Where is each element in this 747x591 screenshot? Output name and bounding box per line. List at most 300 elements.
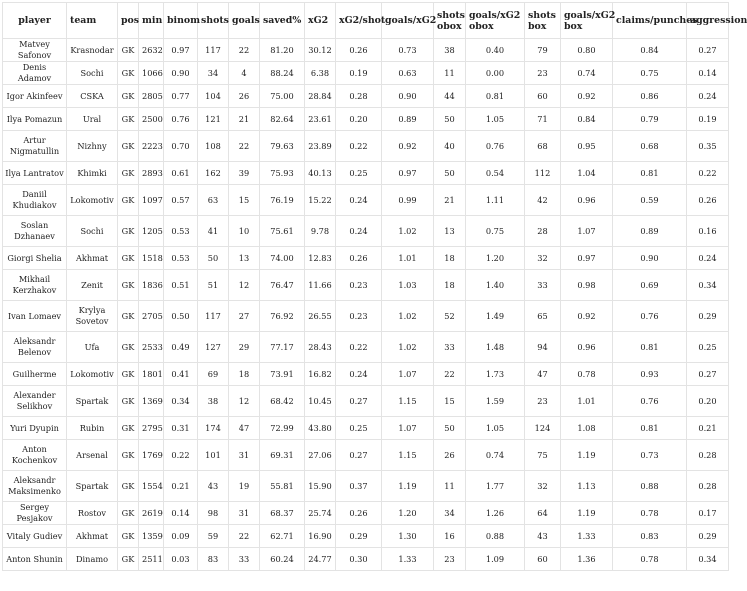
table-cell: 74.00 <box>260 247 305 270</box>
table-cell: 1.01 <box>382 247 434 270</box>
column-header-12: goals/xG2 obox <box>466 3 525 39</box>
table-cell: 0.25 <box>336 417 382 440</box>
table-cell: 1.19 <box>561 502 613 525</box>
table-cell: 0.29 <box>687 301 729 332</box>
table-cell: 1.08 <box>561 417 613 440</box>
table-cell: 0.22 <box>336 332 382 363</box>
table-cell: 1.09 <box>466 548 525 571</box>
table-cell: 1.05 <box>466 108 525 131</box>
table-cell: 28.43 <box>305 332 336 363</box>
column-header-11: shots obox <box>434 3 466 39</box>
table-cell: Krylya Sovetov <box>67 301 118 332</box>
table-cell: 10.45 <box>305 386 336 417</box>
table-cell: 2805 <box>139 85 164 108</box>
table-cell: 1769 <box>139 440 164 471</box>
table-cell: 0.27 <box>336 440 382 471</box>
table-cell: 0.80 <box>561 39 613 62</box>
table-cell: 4 <box>229 62 260 85</box>
table-cell: 2632 <box>139 39 164 62</box>
table-cell: 0.89 <box>382 108 434 131</box>
table-cell: 0.79 <box>613 108 687 131</box>
table-cell: 16 <box>434 525 466 548</box>
table-cell: 124 <box>525 417 561 440</box>
table-cell: 47 <box>229 417 260 440</box>
table-cell: 15 <box>229 185 260 216</box>
table-cell: 27.06 <box>305 440 336 471</box>
table-cell: 0.96 <box>561 332 613 363</box>
table-cell: 0.70 <box>164 131 198 162</box>
table-cell: Soslan Dzhanaev <box>3 216 67 247</box>
table-cell: 0.90 <box>613 247 687 270</box>
table-cell: 50 <box>434 108 466 131</box>
table-cell: 77.17 <box>260 332 305 363</box>
table-cell: 2511 <box>139 548 164 571</box>
table-cell: 33 <box>525 270 561 301</box>
table-cell: Ufa <box>67 332 118 363</box>
table-cell: 1.07 <box>382 363 434 386</box>
table-cell: 0.28 <box>687 471 729 502</box>
table-cell: 0.63 <box>382 62 434 85</box>
table-cell: 33 <box>229 548 260 571</box>
table-cell: Zenit <box>67 270 118 301</box>
table-cell: 2893 <box>139 162 164 185</box>
table-cell: 51 <box>198 270 229 301</box>
table-cell: 75.61 <box>260 216 305 247</box>
table-row <box>3 301 729 332</box>
table-cell: 2619 <box>139 502 164 525</box>
table-cell: 0.26 <box>336 39 382 62</box>
table-cell: 39 <box>229 162 260 185</box>
table-cell: 0.78 <box>613 548 687 571</box>
table-cell: GK <box>118 270 139 301</box>
table-cell: 0.35 <box>687 131 729 162</box>
table-cell: Sochi <box>67 62 118 85</box>
table-cell: 0.73 <box>613 440 687 471</box>
table-cell: 55.81 <box>260 471 305 502</box>
table-cell: 0.20 <box>687 386 729 417</box>
table-cell: 0.25 <box>336 162 382 185</box>
table-cell: 0.51 <box>164 270 198 301</box>
table-cell: 68 <box>525 131 561 162</box>
table-cell: 23 <box>434 548 466 571</box>
table-cell: 81.20 <box>260 39 305 62</box>
table-cell: Sochi <box>67 216 118 247</box>
table-cell: 108 <box>198 131 229 162</box>
column-header-2: pos <box>118 3 139 39</box>
table-cell: 0.59 <box>613 185 687 216</box>
table-cell: 0.34 <box>687 270 729 301</box>
table-cell: 0.26 <box>336 247 382 270</box>
table-cell: 0.26 <box>336 502 382 525</box>
table-cell: 22 <box>229 131 260 162</box>
table-cell: 6.38 <box>305 62 336 85</box>
table-row <box>3 39 729 62</box>
table-cell: 0.74 <box>466 440 525 471</box>
table-cell: Spartak <box>67 471 118 502</box>
table-cell: 0.16 <box>687 216 729 247</box>
table-cell: GK <box>118 39 139 62</box>
table-cell: 59 <box>198 525 229 548</box>
table-cell: 1.07 <box>561 216 613 247</box>
table-cell: 0.75 <box>613 62 687 85</box>
table-cell: Sergey Pesjakov <box>3 502 67 525</box>
table-cell: 0.09 <box>164 525 198 548</box>
table-cell: 18 <box>434 247 466 270</box>
table-cell: Alexander Selikhov <box>3 386 67 417</box>
table-cell: 26.55 <box>305 301 336 332</box>
table-cell: 0.69 <box>613 270 687 301</box>
table-cell: 34 <box>198 62 229 85</box>
table-cell: 0.29 <box>336 525 382 548</box>
table-cell: Ural <box>67 108 118 131</box>
table-cell: 60 <box>525 548 561 571</box>
table-cell: GK <box>118 502 139 525</box>
table-cell: 0.78 <box>613 502 687 525</box>
table-cell: 0.92 <box>561 85 613 108</box>
table-cell: 2705 <box>139 301 164 332</box>
table-cell: 23.61 <box>305 108 336 131</box>
table-cell: 117 <box>198 301 229 332</box>
table-cell: 1836 <box>139 270 164 301</box>
table-cell: 68.37 <box>260 502 305 525</box>
table-cell: 0.30 <box>336 548 382 571</box>
table-cell: 32 <box>525 247 561 270</box>
table-cell: 0.74 <box>561 62 613 85</box>
table-cell: Nizhny <box>67 131 118 162</box>
table-cell: 0.31 <box>164 417 198 440</box>
table-cell: 0.97 <box>382 162 434 185</box>
table-cell: 63 <box>198 185 229 216</box>
table-cell: 25.74 <box>305 502 336 525</box>
table-cell: 1.04 <box>561 162 613 185</box>
table-cell: Anton Shunin <box>3 548 67 571</box>
table-cell: 0.68 <box>613 131 687 162</box>
table-cell: GK <box>118 301 139 332</box>
table-cell: 11 <box>434 471 466 502</box>
table-cell: 1.77 <box>466 471 525 502</box>
table-cell: GK <box>118 108 139 131</box>
table-cell: 34 <box>434 502 466 525</box>
table-cell: 0.27 <box>687 39 729 62</box>
table-cell: 1097 <box>139 185 164 216</box>
table-cell: 68.42 <box>260 386 305 417</box>
table-cell: 0.93 <box>613 363 687 386</box>
table-row <box>3 440 729 471</box>
table-cell: 98 <box>198 502 229 525</box>
table-cell: 0.86 <box>613 85 687 108</box>
table-cell: 33 <box>434 332 466 363</box>
table-cell: Arsenal <box>67 440 118 471</box>
table-cell: 0.92 <box>382 131 434 162</box>
table-cell: 0.22 <box>687 162 729 185</box>
table-cell: Ivan Lomaev <box>3 301 67 332</box>
table-cell: 0.19 <box>336 62 382 85</box>
table-cell: 0.27 <box>336 386 382 417</box>
table-cell: 50 <box>434 417 466 440</box>
table-cell: 0.22 <box>164 440 198 471</box>
table-cell: GK <box>118 162 139 185</box>
table-cell: 43 <box>198 471 229 502</box>
table-row <box>3 247 729 270</box>
table-cell: 1.02 <box>382 216 434 247</box>
table-cell: 94 <box>525 332 561 363</box>
table-row <box>3 471 729 502</box>
table-cell: Ilya Pomazun <box>3 108 67 131</box>
table-cell: 0.89 <box>613 216 687 247</box>
table-cell: 0.53 <box>164 247 198 270</box>
table-cell: 43.80 <box>305 417 336 440</box>
table-row <box>3 270 729 301</box>
table-cell: 26 <box>434 440 466 471</box>
table-cell: GK <box>118 525 139 548</box>
table-cell: 50 <box>434 162 466 185</box>
table-cell: 76.47 <box>260 270 305 301</box>
column-header-5: shots <box>198 3 229 39</box>
table-cell: 0.88 <box>613 471 687 502</box>
table-cell: 0.76 <box>164 108 198 131</box>
table-cell: 0.84 <box>613 39 687 62</box>
table-cell: 0.40 <box>466 39 525 62</box>
table-cell: Giorgi Shelia <box>3 247 67 270</box>
table-cell: 43 <box>525 525 561 548</box>
table-cell: 0.98 <box>561 270 613 301</box>
table-cell: 0.23 <box>336 301 382 332</box>
table-cell: 31 <box>229 440 260 471</box>
table-cell: Guilherme <box>3 363 67 386</box>
column-header-15: claims/punches <box>613 3 687 39</box>
table-cell: 0.53 <box>164 216 198 247</box>
table-cell: Krasnodar <box>67 39 118 62</box>
table-cell: 82.64 <box>260 108 305 131</box>
table-row <box>3 548 729 571</box>
table-cell: 19 <box>229 471 260 502</box>
table-cell: 0.54 <box>466 162 525 185</box>
table-cell: GK <box>118 440 139 471</box>
table-cell: 0.99 <box>382 185 434 216</box>
table-cell: 1.02 <box>382 332 434 363</box>
table-cell: 0.73 <box>382 39 434 62</box>
table-cell: 1.01 <box>561 386 613 417</box>
table-cell: 15 <box>434 386 466 417</box>
table-cell: 1518 <box>139 247 164 270</box>
table-cell: 1359 <box>139 525 164 548</box>
table-cell: 0.24 <box>336 363 382 386</box>
table-cell: 18 <box>229 363 260 386</box>
table-cell: Artur Nigmatullin <box>3 131 67 162</box>
table-cell: 0.83 <box>613 525 687 548</box>
table-cell: 1.33 <box>561 525 613 548</box>
table-cell: 1369 <box>139 386 164 417</box>
table-cell: 32 <box>525 471 561 502</box>
table-cell: GK <box>118 85 139 108</box>
table-cell: 0.97 <box>164 39 198 62</box>
table-cell: 1205 <box>139 216 164 247</box>
table-cell: 0.19 <box>687 108 729 131</box>
table-cell: 69.31 <box>260 440 305 471</box>
table-cell: 1.19 <box>561 440 613 471</box>
table-body <box>3 39 729 571</box>
table-cell: 52 <box>434 301 466 332</box>
table-cell: Dinamo <box>67 548 118 571</box>
table-cell: 0.24 <box>336 185 382 216</box>
table-cell: 0.14 <box>687 62 729 85</box>
table-cell: 11.66 <box>305 270 336 301</box>
table-cell: 28 <box>525 216 561 247</box>
table-cell: 0.75 <box>466 216 525 247</box>
table-cell: 42 <box>525 185 561 216</box>
table-cell: Yuri Dyupin <box>3 417 67 440</box>
table-cell: 0.78 <box>561 363 613 386</box>
table-cell: 88.24 <box>260 62 305 85</box>
table-cell: 26 <box>229 85 260 108</box>
table-cell: Igor Akinfeev <box>3 85 67 108</box>
table-row <box>3 216 729 247</box>
table-cell: 24.77 <box>305 548 336 571</box>
table-cell: 0.24 <box>687 247 729 270</box>
table-cell: 38 <box>434 39 466 62</box>
column-header-3: min <box>139 3 164 39</box>
table-cell: GK <box>118 363 139 386</box>
table-cell: 0.34 <box>164 386 198 417</box>
table-cell: 0.34 <box>687 548 729 571</box>
table-cell: Spartak <box>67 386 118 417</box>
table-cell: 0.25 <box>687 332 729 363</box>
column-header-1: team <box>67 3 118 39</box>
table-cell: Lokomotiv <box>67 363 118 386</box>
table-cell: GK <box>118 247 139 270</box>
table-cell: 40 <box>434 131 466 162</box>
table-cell: 60.24 <box>260 548 305 571</box>
table-row <box>3 417 729 440</box>
table-cell: Vitaly Gudiev <box>3 525 67 548</box>
table-cell: 12 <box>229 270 260 301</box>
table-cell: 0.24 <box>687 85 729 108</box>
table-cell: 64 <box>525 502 561 525</box>
table-cell: 121 <box>198 108 229 131</box>
table-cell: Rubin <box>67 417 118 440</box>
table-cell: Rostov <box>67 502 118 525</box>
table-row <box>3 502 729 525</box>
table-cell: 0.81 <box>613 417 687 440</box>
table-cell: 0.84 <box>561 108 613 131</box>
table-cell: GK <box>118 332 139 363</box>
table-cell: 0.29 <box>687 525 729 548</box>
table-row <box>3 185 729 216</box>
table-cell: GK <box>118 216 139 247</box>
table-cell: Akhmat <box>67 525 118 548</box>
table-cell: Denis Adamov <box>3 62 67 85</box>
column-header-0: player <box>3 3 67 39</box>
table-cell: 23.89 <box>305 131 336 162</box>
table-cell: 0.92 <box>561 301 613 332</box>
table-cell: 174 <box>198 417 229 440</box>
table-cell: 28.84 <box>305 85 336 108</box>
table-cell: 1.02 <box>382 301 434 332</box>
table-cell: 0.24 <box>336 216 382 247</box>
column-header-9: xG2/shot <box>336 3 382 39</box>
table-cell: Aleksandr Maksimenko <box>3 471 67 502</box>
table-cell: 0.97 <box>561 247 613 270</box>
table-cell: 0.76 <box>613 386 687 417</box>
column-header-16: aggression <box>687 3 729 39</box>
table-cell: 15.22 <box>305 185 336 216</box>
table-cell: 1.20 <box>382 502 434 525</box>
table-cell: 117 <box>198 39 229 62</box>
table-cell: 0.20 <box>336 108 382 131</box>
table-cell: 31 <box>229 502 260 525</box>
table-cell: 22 <box>434 363 466 386</box>
table-cell: 0.00 <box>466 62 525 85</box>
table-cell: 76.92 <box>260 301 305 332</box>
table-cell: 0.76 <box>613 301 687 332</box>
table-cell: CSKA <box>67 85 118 108</box>
table-cell: 79.63 <box>260 131 305 162</box>
table-cell: 1.11 <box>466 185 525 216</box>
table-cell: 76.19 <box>260 185 305 216</box>
table-cell: 1.36 <box>561 548 613 571</box>
table-cell: 1.13 <box>561 471 613 502</box>
column-header-14: goals/xG2 box <box>561 3 613 39</box>
table-cell: Ilya Lantratov <box>3 162 67 185</box>
table-cell: 0.03 <box>164 548 198 571</box>
table-cell: 0.17 <box>687 502 729 525</box>
table-cell: 1.05 <box>466 417 525 440</box>
table-cell: 0.27 <box>687 363 729 386</box>
table-row <box>3 386 729 417</box>
table-cell: 47 <box>525 363 561 386</box>
column-header-7: saved% <box>260 3 305 39</box>
table-cell: 127 <box>198 332 229 363</box>
table-cell: GK <box>118 548 139 571</box>
table-cell: 1.26 <box>466 502 525 525</box>
table-cell: 83 <box>198 548 229 571</box>
table-cell: 29 <box>229 332 260 363</box>
table-cell: 101 <box>198 440 229 471</box>
table-cell: 23 <box>525 62 561 85</box>
table-cell: GK <box>118 417 139 440</box>
table-cell: 1066 <box>139 62 164 85</box>
table-cell: 0.23 <box>336 270 382 301</box>
table-cell: 1.15 <box>382 386 434 417</box>
table-row <box>3 162 729 185</box>
table-cell: 1.73 <box>466 363 525 386</box>
table-cell: 73.91 <box>260 363 305 386</box>
table-cell: Lokomotiv <box>67 185 118 216</box>
table-cell: 11 <box>434 62 466 85</box>
header-row <box>3 3 729 39</box>
table-cell: Daniil Khudiakov <box>3 185 67 216</box>
table-row <box>3 363 729 386</box>
table-cell: 1.33 <box>382 548 434 571</box>
table-cell: 1.49 <box>466 301 525 332</box>
table-cell: 71 <box>525 108 561 131</box>
table-cell: 0.28 <box>687 440 729 471</box>
table-row <box>3 332 729 363</box>
table-cell: Mikhail Kerzhakov <box>3 270 67 301</box>
table-cell: 13 <box>229 247 260 270</box>
table-cell: 2500 <box>139 108 164 131</box>
table-cell: 18 <box>434 270 466 301</box>
table-cell: GK <box>118 131 139 162</box>
table-cell: 162 <box>198 162 229 185</box>
table-cell: 79 <box>525 39 561 62</box>
table-cell: 1.20 <box>466 247 525 270</box>
table-cell: 15.90 <box>305 471 336 502</box>
table-cell: 69 <box>198 363 229 386</box>
table-cell: 0.37 <box>336 471 382 502</box>
table-cell: 38 <box>198 386 229 417</box>
table-row <box>3 525 729 548</box>
